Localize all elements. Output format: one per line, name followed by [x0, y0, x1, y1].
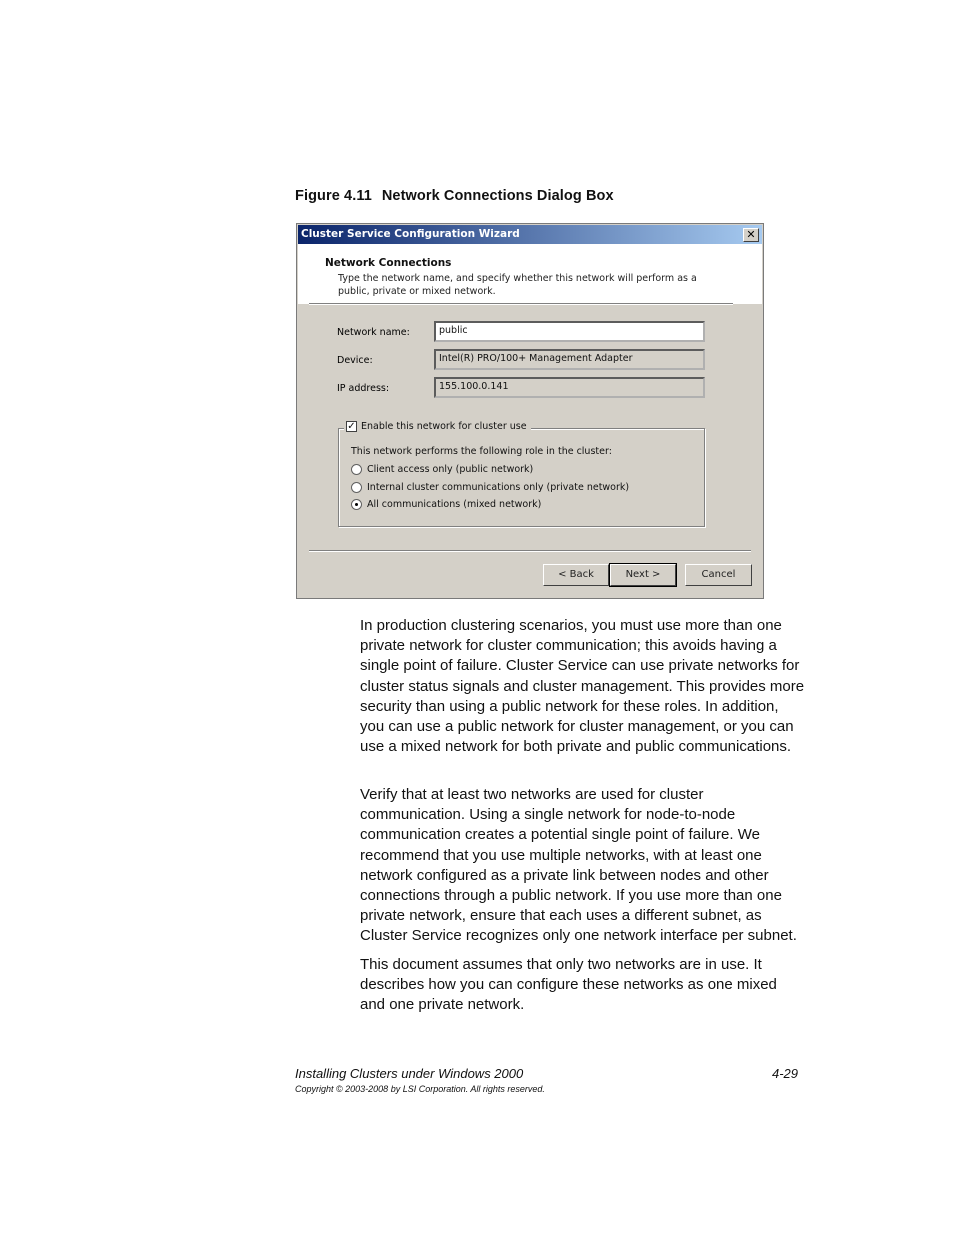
device-label: Device: — [337, 355, 373, 366]
back-button[interactable]: < Back — [543, 564, 609, 586]
footer-separator — [309, 550, 751, 552]
radio-client-access[interactable] — [351, 464, 533, 475]
network-name-input[interactable]: public — [434, 321, 705, 342]
device-field: Intel(R) PRO/100+ Management Adapter — [434, 349, 705, 370]
enable-network-label: Enable this network for cluster use — [361, 421, 527, 432]
cluster-role-group — [338, 428, 705, 527]
ip-address-label: IP address: — [337, 383, 390, 394]
close-button[interactable] — [743, 228, 759, 242]
radio-label: All communications (mixed network) — [367, 499, 542, 510]
radio-internal-communications[interactable] — [351, 482, 629, 493]
header-title: Network Connections — [325, 257, 452, 269]
header-description: Type the network name, and specify whether this network will perform as a public, private or mixed network. — [338, 273, 697, 297]
body-paragraph-3: This document assumes that only two networks are in use. It describes how you can configure these networks as one mixed and one private network. — [360, 956, 777, 1014]
cancel-button[interactable]: Cancel — [685, 564, 752, 586]
network-name-label: Network name: — [337, 327, 410, 338]
radio-label: Internal cluster communications only (private network) — [367, 482, 630, 493]
dialog-titlebar[interactable] — [298, 225, 762, 244]
footer-copyright: Copyright © 2003-2008 by LSI Corporation. All rights reserved. — [295, 1084, 545, 1094]
radio-all-communications[interactable] — [351, 499, 541, 510]
footer-section-title: Installing Clusters under Windows 2000 — [295, 1066, 524, 1081]
radio-button[interactable] — [351, 482, 362, 493]
checkmark-icon: ✓ — [347, 421, 356, 432]
figure-title: Network Connections Dialog Box — [381, 188, 614, 204]
radio-label: Client access only (public network) — [367, 464, 534, 475]
figure-caption — [295, 188, 614, 204]
radio-button[interactable] — [351, 464, 362, 475]
radio-button-selected[interactable] — [351, 499, 362, 510]
ip-address-field: 155.100.0.141 — [434, 377, 705, 398]
header-separator — [309, 303, 733, 305]
enable-network-checkbox-row[interactable] — [344, 421, 531, 432]
enable-network-checkbox[interactable] — [346, 421, 357, 432]
body-paragraph-1: In production clustering scenarios, you must use more than one private network for cluster communication; this avoids having a single point of failure. Cluster Service can use private networks for cluster status signals and cluster management. This provides more security than using a public network for these roles. In addition, you can use a public network for cluster management, or you can use a mixed network for both private and public communications. — [360, 617, 805, 756]
next-button[interactable]: Next > — [610, 564, 676, 586]
close-icon: ✕ — [746, 228, 756, 241]
footer-page-number: 4-29 — [772, 1066, 799, 1081]
figure-number: Figure 4.11 — [295, 188, 372, 204]
wizard-dialog — [296, 223, 764, 599]
role-prompt: This network performs the following role in the cluster: — [351, 446, 612, 457]
wizard-header — [298, 244, 762, 304]
body-paragraph-2: Verify that at least two networks are used for cluster communication. Using a single network for node-to-node communication creates a potential single point of failure. We recommend that you use multiple networks, with at least one network configured as a private link between nodes and other connections through a public network. If you use more than one private network, ensure that each uses a different subnet, as Cluster Service recognizes only one network interface per subnet. — [360, 786, 797, 945]
dialog-title: Cluster Service Configuration Wizard — [301, 228, 520, 240]
